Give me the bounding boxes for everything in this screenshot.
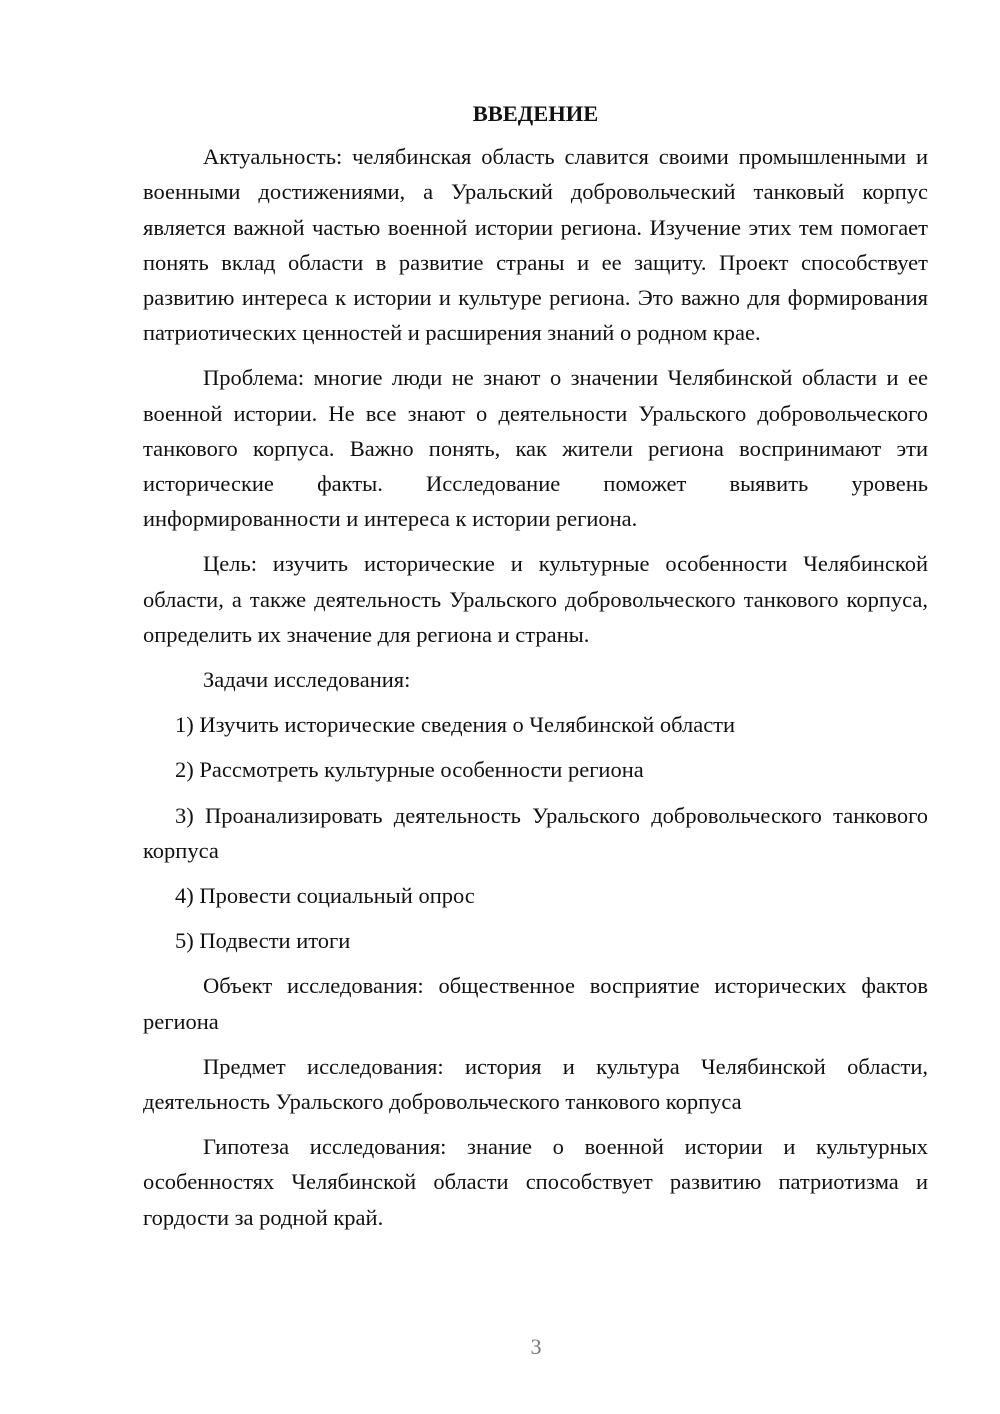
page-content xyxy=(143,96,928,1245)
task-item: 3) Проанализировать деятельность Уральского добровольческого танкового корпуса xyxy=(143,802,928,863)
tasks-list xyxy=(143,707,928,958)
task-item: 5) Подвести итоги xyxy=(175,928,351,954)
goal-paragraph: Цель: изучить исторические и культурные особенности Челябинской области, а также деятельность Уральского добровольческого танкового корпуса, определить их значение для региона и страны. xyxy=(143,551,928,647)
task-item: 1) Изучить исторические сведения о Челябинской области xyxy=(175,712,736,738)
object-paragraph: Объект исследования: общественное восприятие исторических фактов региона xyxy=(143,973,928,1034)
page-number: 3 xyxy=(530,1334,542,1359)
hypothesis-paragraph: Гипотеза исследования: знание о военной истории и культурных особенностях Челябинской области способствует развитию патриотизма и гордости за родной край. xyxy=(143,1134,928,1230)
page-title: ВВЕДЕНИЕ xyxy=(472,101,599,126)
problem-paragraph: Проблема: многие люди не знают о значении Челябинской области и ее военной истории. Не все знают о деятельности Уральского добровольческого танкового корпуса. Важно понять, как жители региона воспринимают эти исторические факты. Исследование поможет выявить уровень информированности и интереса к истории региона. xyxy=(143,365,928,532)
task-item: 2) Рассмотреть культурные особенности региона xyxy=(175,757,644,783)
relevance-paragraph: Актуальность: челябинская область славится своими промышленными и военными достижениями, а Уральский добровольческий танковый корпус является важной частью военной истории региона. Изучение этих тем помогает понять вклад области в развитие страны и ее защиту. Проект способствует развитию интереса к истории и культуре региона. Это важно для формирования патриотических ценностей и расширения знаний о родном крае. xyxy=(143,144,928,346)
subject-paragraph: Предмет исследования: история и культура Челябинской области, деятельность Уральского добровольческого танкового корпуса xyxy=(143,1053,928,1115)
tasks-heading: Задачи исследования: xyxy=(203,667,411,693)
task-item: 4) Провести социальный опрос xyxy=(175,883,475,909)
